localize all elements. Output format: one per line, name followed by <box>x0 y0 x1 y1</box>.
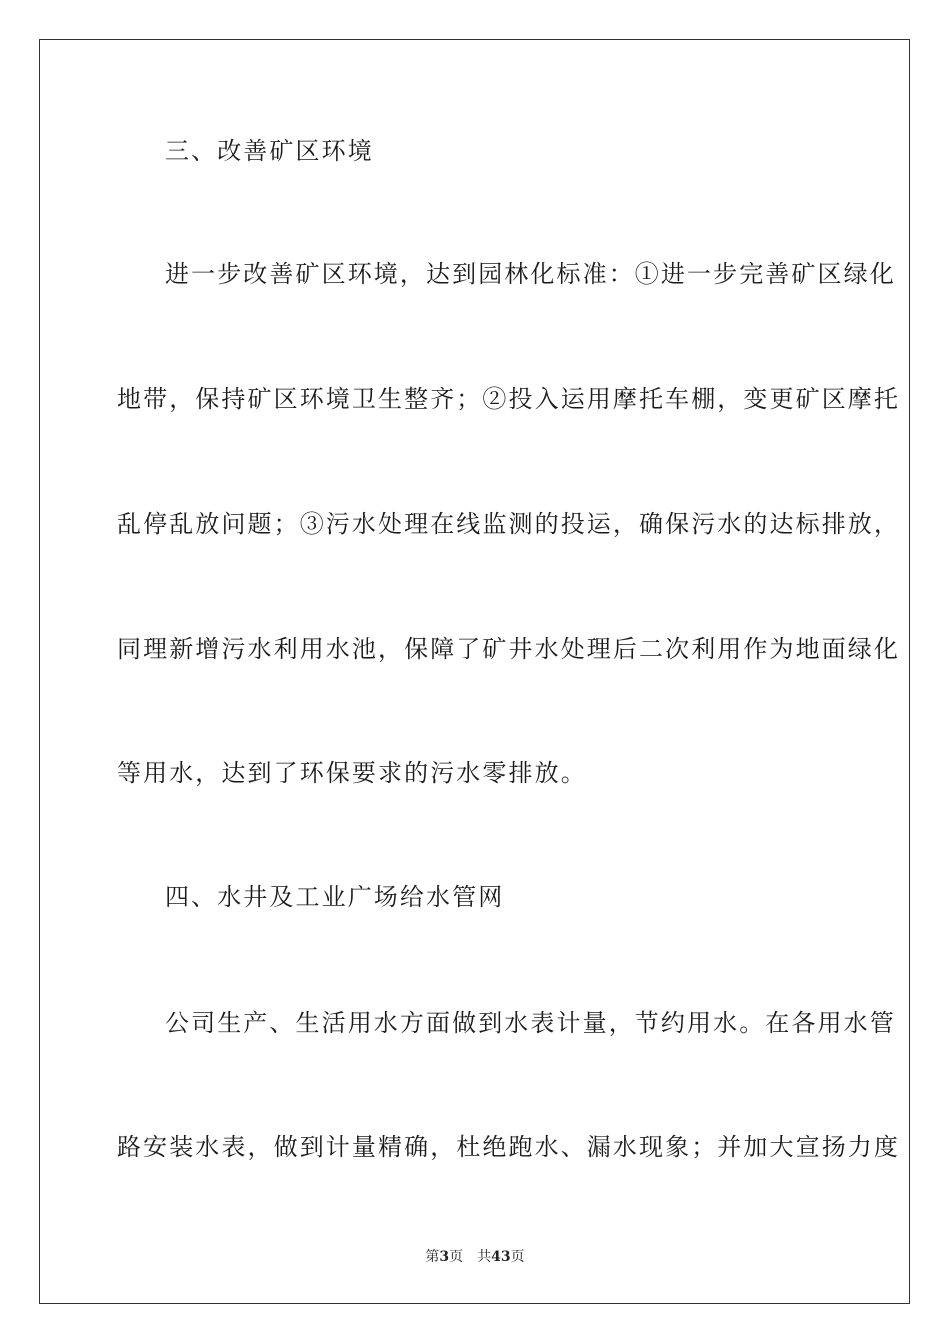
total-prefix: 共 <box>477 1249 492 1265</box>
page-prefix: 第 <box>425 1249 440 1265</box>
paragraph-line: 同理新增污水利用水池，保障了矿井水处理后二次利用作为地面绿化 <box>117 635 900 663</box>
paragraph-line: 乱停乱放问题；③污水处理在线监测的投运，确保污水的达标排放， <box>117 510 900 538</box>
paragraph-line: 进一步改善矿区环境，达到园林化标准：①进一步完善矿区绿化 <box>165 260 896 288</box>
total-pages: 43 <box>491 1249 511 1265</box>
section-heading-4: 四、水井及工业广场给水管网 <box>165 883 505 911</box>
paragraph-line: 等用水，达到了环保要求的污水零排放。 <box>117 759 587 787</box>
page-border <box>39 39 910 1304</box>
section-heading-3: 三、改善矿区环境 <box>165 137 374 165</box>
paragraph-line: 地带，保持矿区环境卫生整齐；②投入运用摩托车棚，变更矿区摩托 <box>117 385 900 413</box>
total-suffix: 页 <box>510 1249 525 1265</box>
page-suffix: 页 <box>449 1249 464 1265</box>
paragraph-line: 路安装水表，做到计量精确，杜绝跑水、漏水现象；并加大宣扬力度 <box>117 1133 900 1161</box>
page-number: 3 <box>439 1249 450 1265</box>
paragraph-line: 公司生产、生活用水方面做到水表计量，节约用水。在各用水管 <box>165 1009 896 1037</box>
page-footer <box>0 1248 950 1266</box>
